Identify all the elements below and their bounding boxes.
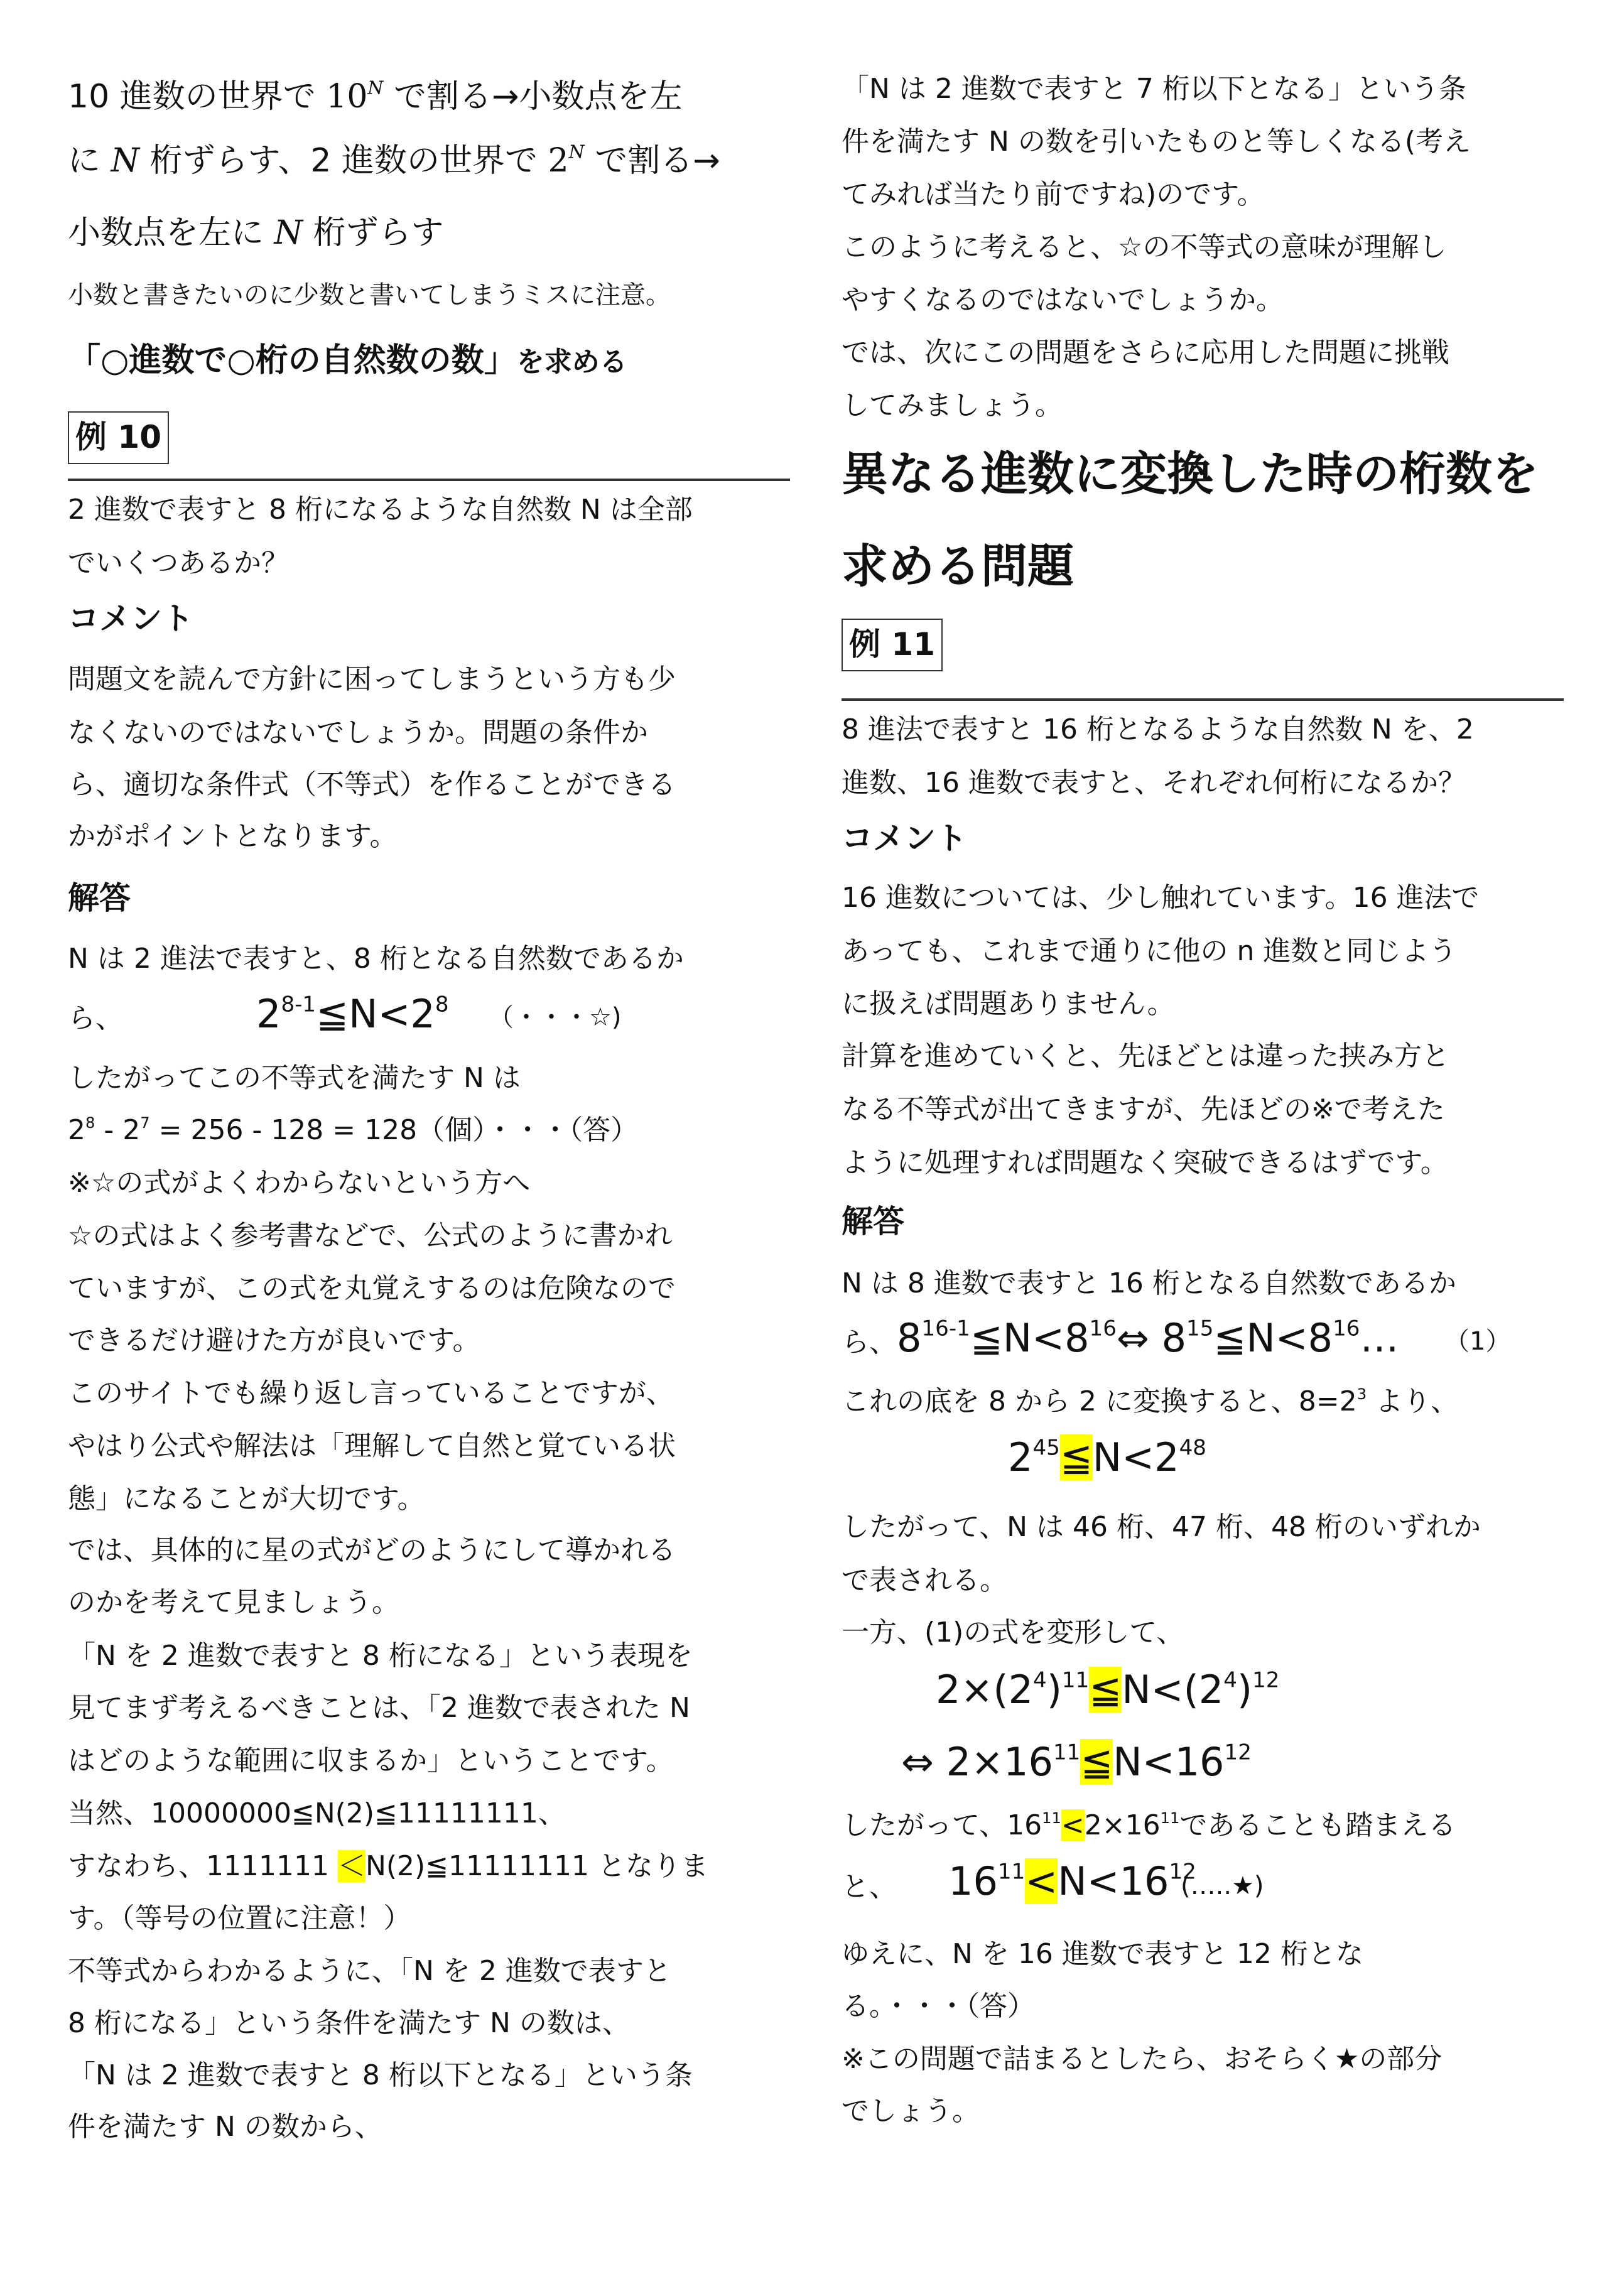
body-line: したがって、N は 46 桁、47 桁、48 桁のいずれか bbox=[842, 1511, 1481, 1543]
body-line: では、次にこの問題をさらに応用した問題に挑戦 bbox=[842, 337, 1449, 369]
highlighted-line: すなわち、1111111 ＜N(2)≦11111111 となりま bbox=[68, 1850, 708, 1882]
comment-line: ら、適切な条件式（不等式）を作ることができる bbox=[68, 769, 676, 801]
body-line: できるだけ避けた方が良いです。 bbox=[68, 1324, 480, 1357]
equation-1-math: $8^{16-1}≦N<8^{16}\Leftrightarrow$ $8^{15}≦N<8^{16}\dots$ bbox=[897, 1315, 1399, 1361]
body-line: 「N は 2 進数で表すと 7 桁以下となる」という条 bbox=[842, 73, 1466, 105]
body-line: のかを考えて見ましょう。 bbox=[68, 1586, 399, 1618]
question-line: 進数、16 進数で表すと、それぞれ何桁になるか？ bbox=[842, 767, 1466, 799]
highlight-leq: ≦ bbox=[1089, 1667, 1122, 1713]
body-line: やはり公式や解法は「理解して自然と覚ている状 bbox=[68, 1430, 676, 1462]
body-line: 一方、(1)の式を変形して、 bbox=[842, 1616, 1184, 1649]
body-line: てみれば当たり前ですね)のです。 bbox=[842, 178, 1265, 210]
answer-line: N は 8 進数で表すと 16 桁となる自然数であるか bbox=[842, 1267, 1456, 1299]
body-line: 件を満たす N の数から、 bbox=[68, 2111, 382, 2143]
highlight-leq: ≦ bbox=[1059, 1434, 1093, 1480]
body-line: す。（等号の位置に注意！） bbox=[68, 1902, 411, 1934]
equation-5: したがって、$16^{11}<2\times 16^{11}$であることも踏まえる bbox=[842, 1809, 1456, 1841]
note-text: 小数と書きたいのに少数と書いてしまうミスに注意。 bbox=[68, 281, 671, 310]
intro-line-3: 小数点を左に N 桁ずらす bbox=[68, 214, 444, 252]
body-line: る。・・・（答） bbox=[842, 1990, 1035, 2022]
body-line: このように考えると、☆の不等式の意味が理解し bbox=[842, 231, 1447, 263]
body-line: ※この問題で詰まるとしたら、おそらく★の部分 bbox=[842, 2043, 1443, 2075]
question-line: でいくつあるか？ bbox=[68, 547, 289, 579]
question-line: 2 進数で表すと 8 桁になるような自然数 N は全部 bbox=[68, 494, 693, 526]
equation-3: $2\times(2^4)^{11}≦N<(2^4)^{12}$ bbox=[936, 1667, 1280, 1713]
comment-line: なくないのではないでしょうか。問題の条件か bbox=[68, 717, 648, 749]
comment-line: に扱えば問題ありません。 bbox=[842, 988, 1175, 1020]
body-line: 当然、10000000≦N(2)≦11111111、 bbox=[68, 1797, 566, 1829]
answer-line: N は 2 進法で表すと、8 桁となる自然数であるか bbox=[68, 943, 684, 975]
section-title-line-2: 求める問題 bbox=[842, 539, 1074, 593]
comment-line: 計算を進めていくと、先ほどとは違った挟み方と bbox=[842, 1040, 1449, 1072]
body-line: 件を満たす N の数を引いたものと等しくなる(考え bbox=[842, 126, 1471, 158]
body-line: やすくなるのではないでしょうか。 bbox=[842, 284, 1284, 316]
equation-4: ⇔ $2\times 16^{11}≦N<16^{12}$ bbox=[901, 1739, 1252, 1785]
body-line: 不等式からわかるように、「N を 2 進数で表すと bbox=[68, 1955, 671, 1987]
body-line: ていますが、この式を丸覚えするのは危険なので bbox=[68, 1272, 676, 1304]
equation-2: $2^{45}≦N<2^{48}$ bbox=[1008, 1434, 1206, 1480]
body-line: このサイトでも繰り返し言っていることですが、 bbox=[68, 1377, 674, 1409]
star-inequality: $16^{11}<N<16^{12}$ bbox=[948, 1858, 1196, 1904]
answer-line: したがってこの不等式を満たす N は bbox=[68, 1062, 521, 1094]
answer-heading: 解答 bbox=[68, 880, 131, 916]
highlight-less-than: < bbox=[1025, 1858, 1058, 1904]
comment-line: かがポイントとなります。 bbox=[68, 820, 398, 852]
highlight-less-than: < bbox=[1061, 1809, 1085, 1841]
body-line: してみましょう。 bbox=[842, 389, 1063, 421]
body-line: ※☆の式がよくわからないという方へ bbox=[68, 1167, 531, 1199]
body-line: 態」になることが大切です。 bbox=[68, 1483, 425, 1515]
example-11-label: 例 11 bbox=[842, 619, 943, 671]
answer-heading: 解答 bbox=[842, 1203, 904, 1240]
body-line: で表される。 bbox=[842, 1564, 1007, 1596]
comment-line: なる不等式が出てきますが、先ほどの※で考えた bbox=[842, 1093, 1445, 1125]
body-line: 「N を 2 進数で表すと 8 桁になる」という表現を bbox=[68, 1640, 693, 1672]
body-line: 8 桁になる」という条件を満たす N の数は、 bbox=[68, 2007, 630, 2039]
body-line: ☆の式はよく参考書などで、公式のように書かれ bbox=[68, 1220, 673, 1252]
equation-1: ら、 $8^{16-1}≦N<8^{16}\Leftrightarrow$ $8^{15}≦N<8^{16}\dots$ （1） bbox=[842, 1315, 1511, 1361]
intro-line-1: 10 進数の世界で $10^N$ で割る→小数点を左 bbox=[68, 77, 683, 116]
section-heading: 「○進数で○桁の自然数の数」を求める bbox=[68, 342, 627, 379]
comment-line: 問題文を読んで方針に困ってしまうという方も少 bbox=[68, 663, 676, 695]
highlight-less-than: ＜ bbox=[337, 1850, 365, 1882]
divider bbox=[68, 479, 790, 481]
equation-6: と、 $16^{11}<N<16^{12}$ (…..★) bbox=[842, 1858, 1264, 1904]
highlight-leq: ≦ bbox=[1080, 1739, 1113, 1785]
body-line: でしょう。 bbox=[842, 2095, 980, 2127]
body-line: 見てまず考えるべきことは、「2 進数で表された N bbox=[68, 1692, 690, 1724]
star-inequality: $2^{8-1}≦N<2^8$ bbox=[256, 991, 449, 1037]
comment-heading: コメント bbox=[842, 820, 967, 857]
comment-line: 16 進数については、少し触れています。16 進法で bbox=[842, 882, 1480, 914]
intro-line-2: に N 桁ずらす、2 進数の世界で $2^N$ で割る→ bbox=[68, 141, 720, 180]
body-line: はどのような範囲に収まるか」ということです。 bbox=[68, 1745, 674, 1777]
section-title-line-1: 異なる進数に変換した時の桁数を bbox=[842, 447, 1539, 501]
body-line: では、具体的に星の式がどのようにして導かれる bbox=[68, 1534, 676, 1566]
convert-line: これの底を 8 から 2 に変換すると、$8=2^3$ より、 bbox=[842, 1385, 1459, 1417]
comment-line: あっても、これまで通りに他の n 進数と同じよう bbox=[842, 935, 1457, 967]
question-line: 8 進法で表すと 16 桁となるような自然数 N を、2 bbox=[842, 713, 1474, 745]
body-line: 「N は 2 進数で表すと 8 桁以下となる」という条 bbox=[68, 2059, 693, 2091]
answer-calc: $2^8 - 2^7 = 256 - 128 = 128$（個）・・・（答） bbox=[68, 1113, 639, 1146]
body-line: ゆえに、N を 16 進数で表すと 12 桁とな bbox=[842, 1938, 1363, 1970]
divider bbox=[842, 698, 1564, 701]
comment-heading: コメント bbox=[68, 600, 193, 637]
example-10-label: 例 10 bbox=[68, 411, 169, 464]
comment-line: ように処理すれば問題なく突破できるはずです。 bbox=[842, 1147, 1448, 1179]
